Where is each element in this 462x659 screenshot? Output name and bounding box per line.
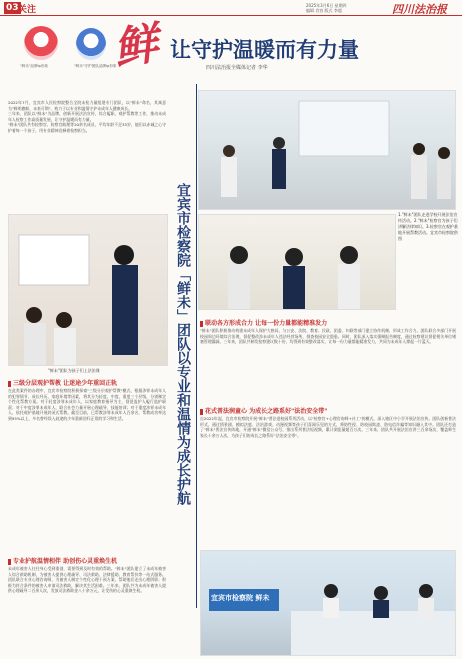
intro-paragraph: "鲜未"团队共有检察官、检察官助理等20余名成员，平均年龄不足35岁，他们以赤诚之心守护着每一个孩子，用专业精神诠释着检察担当。 <box>8 122 166 133</box>
photo-reading <box>198 214 396 310</box>
mascot-left-caption: "鲜未"品牌ip形象 <box>20 64 49 68</box>
section-title <box>8 378 117 387</box>
page-number: 03 <box>6 3 19 13</box>
photo-service-counter <box>200 550 456 656</box>
photo-reading-figures <box>199 215 396 310</box>
section-title-text: 花式普法润童心 为成长之路系好"法治安全带" <box>205 408 328 415</box>
photo-counter-figures <box>201 551 456 656</box>
photo-classroom-figures <box>199 91 456 210</box>
newspaper-logo: 四川法治报 <box>392 3 447 16</box>
mascot-right <box>76 28 106 60</box>
section-body: "鲜未"团队积极推动构建未成年人保护大格局，与公安、法院、教育、民政、团委、妇联等部门建立协作机制，形成工作合力。团队联合多部门开展校园周边环境综合治理，督促整改涉未成年人违法经营场所，排查校园安全隐患。同时，团队深入落实强制报告制度，通过检察建议督促相关单位堵塞管理漏洞。三年来，团队共制发检察建议数十份，均得到有效整改落实，让每一份力量都能精准发力，共同为未成年人撑起一片蓝天。 <box>200 328 456 345</box>
vertical-title: 宜宾市检察院「鲜未」团队以专业和温情为成长护航 <box>175 183 191 505</box>
section-title-text: 专业护航温情相伴 助创伤心灵重焕生机 <box>13 558 118 565</box>
photo-sign-text: 宜宾市检察院 鲜未 <box>211 594 270 602</box>
section-title-text: 三级分层观护帮教 让迷途少年重回正轨 <box>13 380 118 387</box>
issue-date: 2025年3月6日 星期四 <box>306 3 347 8</box>
photo-top-right-caption: 1."鲜未"团队走进学校开展法治宣传活动。2."鲜未"检察官为孩子们讲解法律知识。3.检察官在观护基地开展帮教活动。宜宾市检察院供图 <box>398 212 458 241</box>
section-title <box>8 556 117 565</box>
section-name: 关注 <box>18 5 37 15</box>
date-line <box>306 3 386 13</box>
section-body: 未成年被害人往往身心受到重创，需要得到及时有效的帮助。"鲜未"团队建立了未成年被害人综合救助机制，为被害人提供心理疏导、司法救助、法律援助、教育帮扶等一站式服务。团队联合专业心理咨询师，为被害人制定个性化心理干预方案，帮助他们走出心理阴影；积极为符合条件的被害人申请司法救助，解决其生活困难。三年来，团队共为未成年被害人提供心理疏导二百余人次，发放司法救助金八十余万元，让受伤的心灵重焕生机。 <box>8 566 166 594</box>
mascot-left <box>24 26 58 60</box>
photo-left-caption: "鲜未"团队为孩子们上法治课 <box>48 368 100 373</box>
editor-credit: 编辑 肖容 版式 李超 <box>306 8 342 13</box>
section-body: 在此类案件的办理中，宜宾市检察院积极探索"三级分层观护帮教"模式，根据涉罪未成年人的犯罪情节、成长经历、家庭环境等因素，将其分为轻度、中度、重度三个层级，分别制定个性化帮教方案。对于轻度涉罪未成年人，以家庭教育指导为主，督促监护人履行监护职责；对于中度涉罪未成年人，联合社会力量开展心理疏导、技能培训；对于重度涉罪未成年人，依托观护基地开展封闭式帮教。截至目前，已帮教涉罪未成年人百余名，帮教成功率达到95%以上，多名曾经误入歧途的少年重新回归正常的学习和生活。 <box>8 388 166 421</box>
photo-classroom <box>198 90 456 210</box>
intro-paragraph: 三年来，团队以"鲜未"为品牌，创新开展法治宣传、综合履职、观护帮教等工作，推动未成年人检察工作高质量发展，让守护温暖而有力量。 <box>8 111 166 122</box>
section-title <box>200 318 327 327</box>
section-marker <box>200 409 203 415</box>
headline-big-char: 鲜 <box>110 18 162 75</box>
section-marker <box>8 381 11 387</box>
page-header <box>0 0 462 16</box>
page-title: 让守护温暖而有力量 <box>170 38 359 62</box>
photo-lecture-figures <box>9 215 168 366</box>
divider <box>196 84 197 608</box>
intro-paragraph: 2022年7月，宜宾市人民检察院整合全院未检力量组建专门团队，以"鲜未"命名，其寓意为"鲜明旗帜、未来可期"，致力于以专业和温情守护未成年人健康成长。 <box>8 100 166 111</box>
byline: 四川法治报全媒体记者 李华 <box>206 65 268 71</box>
intro-text <box>8 100 166 212</box>
section-marker <box>200 321 203 327</box>
section-body: 自2022年起，宜宾市检察院开展"鲜未"普法进校园系列活动，以"检察官+心理咨询师+社工"的模式，深入辖区中小学开展法治宣传。团队创新普法形式，通过情景剧、模拟法庭、法治游戏、动漫视频等孩子们喜闻乐见的方式，将防性侵、防校园欺凌、防电信诈骗等知识融入其中。团队还打造了"鲜未"普法宣传阵地，开通"鲜未"微信公众号，推出系列普法短视频，累计浏览量超百万次。三年来，团队共开展法治宣讲三百余场次，覆盖师生家长十余万人次，为孩子们的成长之路系好"法治安全带"。 <box>200 416 456 438</box>
section-marker <box>8 559 11 565</box>
mascot-right-caption: "鲜未"守护团队品牌ip形象 <box>74 64 117 68</box>
section-title <box>200 406 327 415</box>
section-title-text: 联动各方形成合力 让每一份力量都能精准发力 <box>205 320 328 327</box>
photo-lecture <box>8 214 168 366</box>
